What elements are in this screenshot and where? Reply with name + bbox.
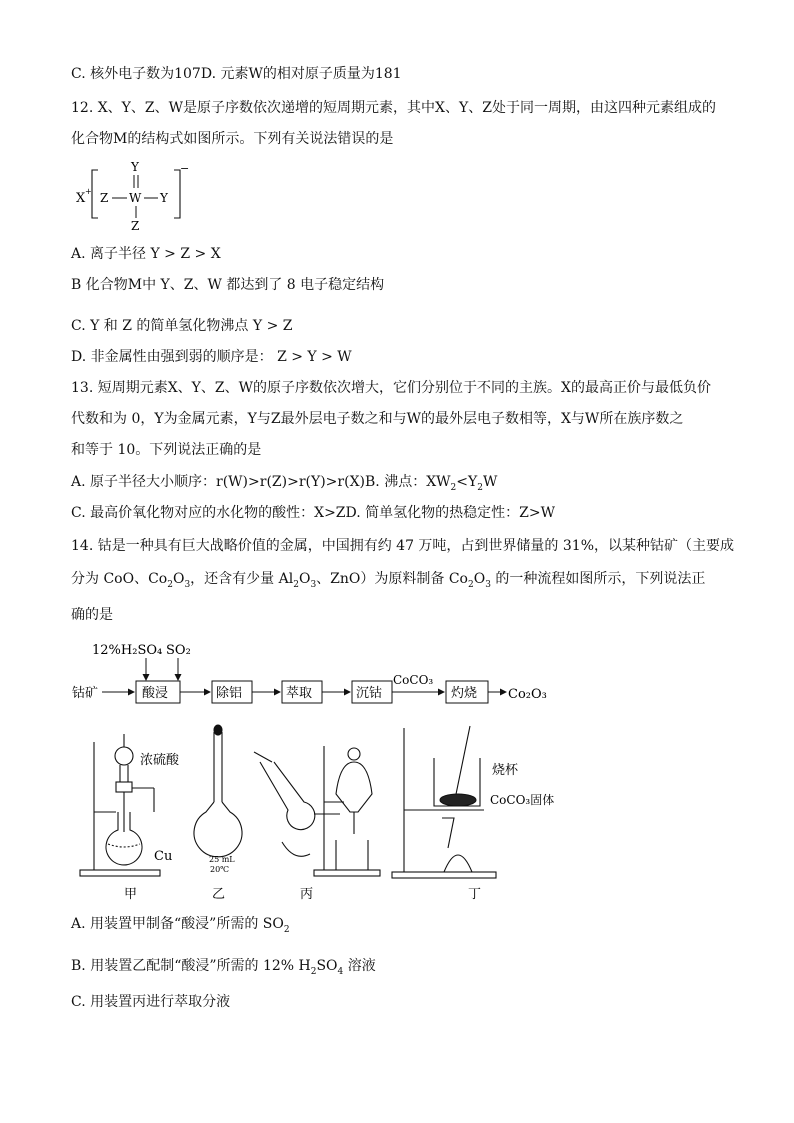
q12-stem-line1: 12. X、Y、Z、W是原子序数依次递增的短周期元素，其中X、Y、Z处于同一周期，由这四种元素组成的 bbox=[71, 100, 716, 116]
q13-stem-line3: 和等于 10。下列说法正确的是 bbox=[71, 442, 262, 458]
flow-reagent-so2: SO₂ bbox=[166, 643, 191, 658]
q14-option-b: B. 用装置乙配制“酸浸”所需的 12% $H_2SO_4$ 溶液 bbox=[71, 958, 376, 977]
q13-option-d: D. 简单氢化物的热稳定性：Z>W bbox=[345, 505, 556, 521]
q14-option-c: C. 用装置丙进行萃取分液 bbox=[71, 994, 231, 1010]
q11-option-c: C. 核外电子数为107 bbox=[71, 66, 201, 82]
struct-cation-charge: + bbox=[85, 187, 92, 196]
q14-stem-line1: 14. 钴是一种具有巨大战略价值的金属，中国拥有约 47 万吨，占到世界储量的 31%，以某种钴矿（主要成 bbox=[71, 538, 734, 554]
q12-structure-diagram bbox=[70, 158, 210, 234]
svg-text:灼烧: 灼烧 bbox=[451, 686, 478, 701]
q13-option-b: B. 沸点：$XW_2<Y_2W$ bbox=[365, 474, 498, 493]
q13-options-cd bbox=[71, 503, 555, 523]
flow-reagent-h2so4: 12%H₂SO₄ bbox=[92, 643, 163, 658]
q14-stem-line3: 确的是 bbox=[71, 607, 113, 623]
svg-text:萃取: 萃取 bbox=[286, 686, 313, 701]
label-bing: 丙 bbox=[300, 887, 314, 902]
flow-start: 钴矿 bbox=[72, 686, 99, 701]
label-cu: Cu bbox=[154, 849, 173, 864]
q12-option-c: C. Y 和 Z 的简单氢化物沸点 Y > Z bbox=[71, 318, 293, 334]
label-flask-temp: 20℃ bbox=[210, 865, 230, 874]
struct-right: Y bbox=[160, 191, 168, 205]
struct-cation: X bbox=[76, 191, 86, 206]
label-jia: 甲 bbox=[124, 887, 138, 902]
label-acid: 浓硫酸 bbox=[140, 753, 180, 768]
q12-option-b: B 化合物M中 Y、Z、W 都达到了 8 电子稳定结构 bbox=[71, 277, 385, 293]
q13-option-a: A. 原子半径大小顺序：r(W)>r(Z)>r(Y)>r(X) bbox=[71, 474, 365, 490]
label-beaker: 烧杯 bbox=[492, 763, 519, 778]
q11-option-d: D. 元素W的相对原子质量为181 bbox=[200, 66, 402, 82]
q12-stem-line2: 化合物M的结构式如图所示。下列有关说法错误的是 bbox=[71, 131, 394, 147]
struct-bottom: Z bbox=[131, 219, 140, 233]
q14-option-a: A. 用装置甲制备“酸浸”所需的 $SO_2$ bbox=[71, 916, 290, 935]
struct-top: Y bbox=[131, 160, 139, 174]
q13-options-ab bbox=[71, 472, 497, 498]
label-solid: CoCO₃固体 bbox=[490, 793, 555, 807]
label-ding: 丁 bbox=[468, 887, 482, 902]
q12-option-d: D. 非金属性由强到弱的顺序是： Z > Y > W bbox=[71, 349, 352, 365]
flow-mid-label: CoCO₃ bbox=[393, 673, 434, 687]
q14-apparatus-figure bbox=[74, 722, 574, 902]
svg-text:酸浸: 酸浸 bbox=[142, 686, 169, 701]
struct-anion-charge: − bbox=[180, 162, 190, 175]
svg-text:除铝: 除铝 bbox=[216, 686, 243, 701]
struct-center: W bbox=[129, 191, 142, 205]
label-yi: 乙 bbox=[212, 887, 226, 902]
q14-stem-line2: 分为 CoO、$Co_2O_3$，还含有少量 $Al_2O_3$、ZnO）为原料制备 $Co_2O_3$ 的一种流程如图所示，下列说法正 bbox=[71, 571, 706, 590]
svg-text:沉钴: 沉钴 bbox=[356, 686, 383, 701]
flow-product: Co₂O₃ bbox=[508, 687, 547, 702]
q14-flow-chart bbox=[70, 636, 590, 716]
q11-options-line bbox=[71, 64, 402, 84]
q12-option-a: A. 离子半径 Y > Z > X bbox=[71, 246, 221, 262]
q13-stem-line2: 代数和为 0，Y为金属元素，Y与Z最外层电子数之和与W的最外层电子数相等，X与W所在族序数之 bbox=[71, 411, 684, 427]
label-flask-volume: 25 mL bbox=[209, 855, 235, 864]
q13-option-c: C. 最高价氧化物对应的水化物的酸性：X>Z bbox=[71, 505, 346, 521]
q13-stem-line1: 13. 短周期元素X、Y、Z、W的原子序数依次增大，它们分别位于不同的主族。X的最高正价与最低负价 bbox=[71, 380, 712, 396]
struct-left: Z bbox=[100, 191, 109, 205]
